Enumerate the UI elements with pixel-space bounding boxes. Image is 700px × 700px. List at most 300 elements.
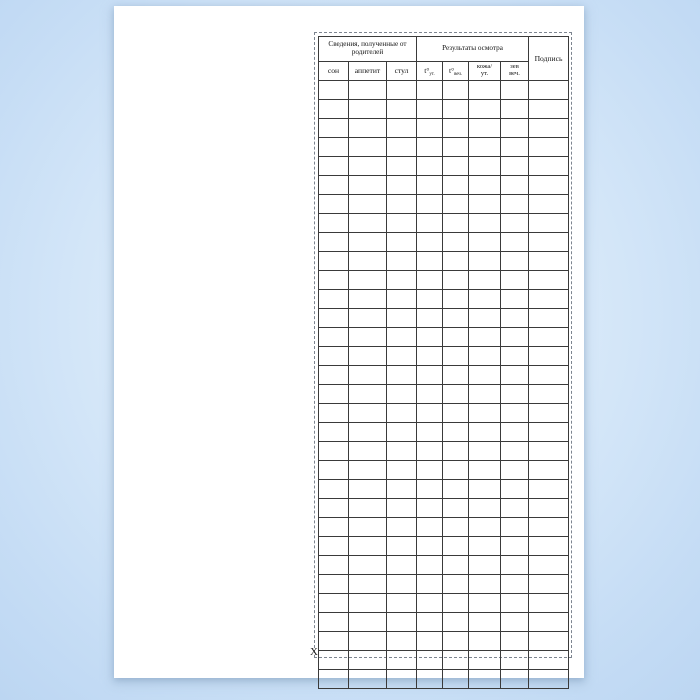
skin-label: кожа/ xyxy=(476,63,493,71)
table-cell xyxy=(501,290,529,309)
table-cell xyxy=(319,385,349,404)
table-cell xyxy=(417,537,443,556)
table-cell xyxy=(501,404,529,423)
table-cell xyxy=(349,347,387,366)
table-cell xyxy=(529,271,569,290)
table-cell xyxy=(501,366,529,385)
table-row xyxy=(319,670,569,689)
header-stool: стул xyxy=(387,62,417,81)
table-cell xyxy=(501,670,529,689)
table-cell xyxy=(469,347,501,366)
table-cell xyxy=(349,518,387,537)
table-cell xyxy=(417,81,443,100)
table-cell xyxy=(469,252,501,271)
table-cell xyxy=(319,290,349,309)
table-cell xyxy=(349,119,387,138)
table-cell xyxy=(349,195,387,214)
table-cell xyxy=(319,575,349,594)
table-cell xyxy=(501,613,529,632)
table-cell xyxy=(469,670,501,689)
table-cell xyxy=(349,252,387,271)
table-cell xyxy=(469,214,501,233)
table-row xyxy=(319,651,569,670)
table-cell xyxy=(417,176,443,195)
table-cell xyxy=(387,480,417,499)
table-row xyxy=(319,385,569,404)
table-cell xyxy=(469,157,501,176)
table-cell xyxy=(319,556,349,575)
table-cell xyxy=(349,537,387,556)
table-cell xyxy=(469,537,501,556)
table-cell xyxy=(469,575,501,594)
table-cell xyxy=(319,119,349,138)
table-cell xyxy=(529,651,569,670)
table-cell xyxy=(387,119,417,138)
table-cell xyxy=(469,480,501,499)
table-cell xyxy=(469,594,501,613)
table-cell xyxy=(417,499,443,518)
table-cell xyxy=(443,290,469,309)
table-cell xyxy=(529,556,569,575)
table-cell xyxy=(319,442,349,461)
table-cell xyxy=(529,366,569,385)
table-cell xyxy=(319,157,349,176)
table-cell xyxy=(443,81,469,100)
table-cell xyxy=(501,328,529,347)
table-cell xyxy=(501,442,529,461)
table-cell xyxy=(469,404,501,423)
table-cell xyxy=(319,100,349,119)
header-signature: Подпись xyxy=(529,37,569,81)
table-cell xyxy=(529,442,569,461)
table-cell xyxy=(501,423,529,442)
table-cell xyxy=(443,594,469,613)
table-cell xyxy=(417,100,443,119)
table-row xyxy=(319,138,569,157)
table-cell xyxy=(443,670,469,689)
table-cell xyxy=(443,195,469,214)
table-cell xyxy=(417,309,443,328)
table-cell xyxy=(349,442,387,461)
table-cell xyxy=(501,347,529,366)
table-row xyxy=(319,594,569,613)
table-cell xyxy=(319,214,349,233)
table-cell xyxy=(349,309,387,328)
temp-evening-label: t° xyxy=(448,65,455,75)
table-cell xyxy=(469,176,501,195)
table-cell xyxy=(319,271,349,290)
table-cell xyxy=(387,157,417,176)
table-cell xyxy=(387,385,417,404)
table-cell xyxy=(417,442,443,461)
header-parent-info: Сведения, полученные от родителей xyxy=(319,37,417,62)
table-cell xyxy=(469,518,501,537)
table-row xyxy=(319,271,569,290)
table-cell xyxy=(349,100,387,119)
table-cell xyxy=(469,138,501,157)
table-row xyxy=(319,480,569,499)
table-row xyxy=(319,309,569,328)
table-cell xyxy=(387,214,417,233)
table-cell xyxy=(469,385,501,404)
header-sleep: сон xyxy=(319,62,349,81)
table-cell xyxy=(387,328,417,347)
table-cell xyxy=(501,119,529,138)
table-cell xyxy=(319,651,349,670)
table-cell xyxy=(469,556,501,575)
table-cell xyxy=(443,138,469,157)
table-cell xyxy=(529,385,569,404)
table-row xyxy=(319,176,569,195)
table-cell xyxy=(387,366,417,385)
table-cell xyxy=(529,328,569,347)
table-cell xyxy=(349,423,387,442)
table-cell xyxy=(417,290,443,309)
table-cell xyxy=(469,632,501,651)
table-cell xyxy=(501,271,529,290)
table-cell xyxy=(417,195,443,214)
table-cell xyxy=(319,423,349,442)
table-row xyxy=(319,119,569,138)
table-row xyxy=(319,423,569,442)
table-cell xyxy=(501,575,529,594)
table-row xyxy=(319,290,569,309)
table-cell xyxy=(319,480,349,499)
table-cell xyxy=(501,594,529,613)
table-row xyxy=(319,100,569,119)
table-cell xyxy=(319,347,349,366)
table-cell xyxy=(501,252,529,271)
table-cell xyxy=(349,366,387,385)
table-cell xyxy=(529,347,569,366)
table-cell xyxy=(443,442,469,461)
table-cell xyxy=(387,233,417,252)
table-cell xyxy=(417,670,443,689)
table-cell xyxy=(319,138,349,157)
table-cell xyxy=(387,195,417,214)
table-cell xyxy=(443,575,469,594)
table-cell xyxy=(387,537,417,556)
table-cell xyxy=(529,670,569,689)
table-cell xyxy=(529,81,569,100)
table-cell xyxy=(529,290,569,309)
table-cell xyxy=(349,632,387,651)
table-cell xyxy=(443,252,469,271)
table-cell xyxy=(387,81,417,100)
table-row xyxy=(319,157,569,176)
table-cell xyxy=(469,651,501,670)
table-cell xyxy=(417,233,443,252)
table-cell xyxy=(443,537,469,556)
throat-label: зев xyxy=(510,63,519,71)
table-cell xyxy=(443,556,469,575)
table-body xyxy=(319,81,569,689)
table-cell xyxy=(529,252,569,271)
table-cell xyxy=(417,404,443,423)
table-cell xyxy=(319,404,349,423)
table-row xyxy=(319,328,569,347)
table-cell xyxy=(417,518,443,537)
table-header xyxy=(319,37,569,81)
table-cell xyxy=(319,366,349,385)
table-cell xyxy=(349,157,387,176)
table-cell xyxy=(469,461,501,480)
table-cell xyxy=(387,556,417,575)
table-cell xyxy=(349,499,387,518)
table-cell xyxy=(417,214,443,233)
table-cell xyxy=(529,157,569,176)
temp-morning-sub: ут. xyxy=(429,71,435,77)
table-cell xyxy=(417,556,443,575)
table-cell xyxy=(443,309,469,328)
table-cell xyxy=(387,442,417,461)
table-cell xyxy=(417,423,443,442)
table-row xyxy=(319,233,569,252)
table-cell xyxy=(417,461,443,480)
header-throat-evening xyxy=(501,62,529,81)
table-cell xyxy=(417,328,443,347)
table-cell xyxy=(387,575,417,594)
table-cell xyxy=(469,442,501,461)
table-cell xyxy=(417,271,443,290)
table-cell xyxy=(349,233,387,252)
table-cell xyxy=(469,81,501,100)
table-row xyxy=(319,214,569,233)
table-cell xyxy=(469,195,501,214)
table-cell xyxy=(469,271,501,290)
table-row xyxy=(319,537,569,556)
table-cell xyxy=(319,195,349,214)
header-examination-results: Результаты осмотра xyxy=(417,37,529,62)
table-cell xyxy=(529,100,569,119)
table-cell xyxy=(417,119,443,138)
document-page xyxy=(114,6,584,678)
table-cell xyxy=(319,81,349,100)
table-cell xyxy=(417,651,443,670)
table-cell xyxy=(417,632,443,651)
table-cell xyxy=(417,157,443,176)
table-cell xyxy=(387,347,417,366)
table-cell xyxy=(443,480,469,499)
header-temp-evening xyxy=(443,62,469,81)
table-cell xyxy=(349,385,387,404)
table-cell xyxy=(443,328,469,347)
table-cell xyxy=(443,233,469,252)
table-cell xyxy=(387,100,417,119)
table-cell xyxy=(349,404,387,423)
table-cell xyxy=(349,594,387,613)
throat-sub-label: веч. xyxy=(509,70,520,77)
table-cell xyxy=(469,100,501,119)
table-cell xyxy=(529,138,569,157)
table-cell xyxy=(501,214,529,233)
table-cell xyxy=(529,404,569,423)
table-cell xyxy=(319,233,349,252)
table-row xyxy=(319,404,569,423)
table-cell xyxy=(529,575,569,594)
table-cell xyxy=(387,651,417,670)
table-cell xyxy=(469,328,501,347)
table-cell xyxy=(443,613,469,632)
table-cell xyxy=(501,195,529,214)
table-cell xyxy=(469,499,501,518)
table-cell xyxy=(387,499,417,518)
table-cell xyxy=(529,480,569,499)
table-cell xyxy=(529,461,569,480)
table-row xyxy=(319,347,569,366)
table-cell xyxy=(349,613,387,632)
table-cell xyxy=(529,518,569,537)
table-cell xyxy=(443,385,469,404)
table-cell xyxy=(529,214,569,233)
table-row xyxy=(319,195,569,214)
table-cell xyxy=(501,556,529,575)
table-cell xyxy=(469,290,501,309)
table-cell xyxy=(501,518,529,537)
table-cell xyxy=(349,138,387,157)
table-cell xyxy=(387,594,417,613)
table-cell xyxy=(443,347,469,366)
table-row xyxy=(319,499,569,518)
table-cell xyxy=(387,670,417,689)
table-cell xyxy=(349,271,387,290)
table-cell xyxy=(417,252,443,271)
table-cell xyxy=(349,556,387,575)
table-cell xyxy=(529,499,569,518)
table-row xyxy=(319,575,569,594)
table-cell xyxy=(319,499,349,518)
table-cell xyxy=(443,499,469,518)
temp-evening-sub: веч. xyxy=(454,71,462,77)
table-cell xyxy=(501,537,529,556)
table-cell xyxy=(443,423,469,442)
table-cell xyxy=(529,632,569,651)
table-row xyxy=(319,518,569,537)
table-cell xyxy=(501,461,529,480)
table-cell xyxy=(529,195,569,214)
table-row xyxy=(319,81,569,100)
table-cell xyxy=(529,594,569,613)
table-cell xyxy=(443,404,469,423)
table-cell xyxy=(417,480,443,499)
table-cell xyxy=(417,594,443,613)
table-row xyxy=(319,613,569,632)
table-row xyxy=(319,252,569,271)
table-cell xyxy=(387,138,417,157)
table-cell xyxy=(387,309,417,328)
table-cell xyxy=(319,518,349,537)
x-mark: X xyxy=(310,646,318,658)
table-cell xyxy=(387,613,417,632)
table-row xyxy=(319,461,569,480)
table-cell xyxy=(319,176,349,195)
table-cell xyxy=(417,138,443,157)
table-cell xyxy=(349,461,387,480)
skin-sub-label: ут. xyxy=(480,70,489,77)
table-cell xyxy=(349,575,387,594)
table-cell xyxy=(501,651,529,670)
observation-table xyxy=(318,36,569,689)
table-cell xyxy=(529,119,569,138)
table-cell xyxy=(417,385,443,404)
table-cell xyxy=(469,233,501,252)
table-cell xyxy=(443,632,469,651)
table-cell xyxy=(387,423,417,442)
table-cell xyxy=(349,214,387,233)
table-cell xyxy=(501,480,529,499)
table-cell xyxy=(469,366,501,385)
table-cell xyxy=(501,632,529,651)
table-cell xyxy=(443,461,469,480)
table-cell xyxy=(469,423,501,442)
table-cell xyxy=(501,81,529,100)
table-cell xyxy=(443,119,469,138)
table-cell xyxy=(501,385,529,404)
table-row xyxy=(319,556,569,575)
temp-morning-label: t° xyxy=(424,65,430,75)
table-cell xyxy=(349,328,387,347)
table-cell xyxy=(319,537,349,556)
table-row xyxy=(319,442,569,461)
table-cell xyxy=(529,309,569,328)
table-cell xyxy=(319,670,349,689)
table-cell xyxy=(417,613,443,632)
table-cell xyxy=(319,613,349,632)
table-cell xyxy=(443,176,469,195)
table-cell xyxy=(349,670,387,689)
table-cell xyxy=(387,252,417,271)
table-cell xyxy=(387,518,417,537)
table-cell xyxy=(349,651,387,670)
table-cell xyxy=(501,309,529,328)
table-row xyxy=(319,632,569,651)
table-cell xyxy=(319,632,349,651)
table-cell xyxy=(501,176,529,195)
table-cell xyxy=(501,233,529,252)
table-cell xyxy=(387,271,417,290)
table-cell xyxy=(387,290,417,309)
table-cell xyxy=(417,366,443,385)
table-cell xyxy=(529,423,569,442)
table-row xyxy=(319,366,569,385)
table-cell xyxy=(319,328,349,347)
table-cell xyxy=(501,138,529,157)
table-cell xyxy=(387,404,417,423)
table-cell xyxy=(469,309,501,328)
table-cell xyxy=(417,347,443,366)
table-cell xyxy=(349,176,387,195)
table-cell xyxy=(349,290,387,309)
table-cell xyxy=(529,613,569,632)
table-cell xyxy=(501,499,529,518)
table-cell xyxy=(501,157,529,176)
table-cell xyxy=(319,594,349,613)
table-cell xyxy=(501,100,529,119)
table-cell xyxy=(349,480,387,499)
header-skin-morning xyxy=(469,62,501,81)
table-cell xyxy=(529,176,569,195)
table-cell xyxy=(443,214,469,233)
table-cell xyxy=(387,176,417,195)
table-cell xyxy=(529,537,569,556)
table-cell xyxy=(387,461,417,480)
table-cell xyxy=(443,271,469,290)
header-appetite: аппетит xyxy=(349,62,387,81)
table-cell xyxy=(469,613,501,632)
table-cell xyxy=(443,518,469,537)
header-temp-morning xyxy=(417,62,443,81)
table-cell xyxy=(443,100,469,119)
